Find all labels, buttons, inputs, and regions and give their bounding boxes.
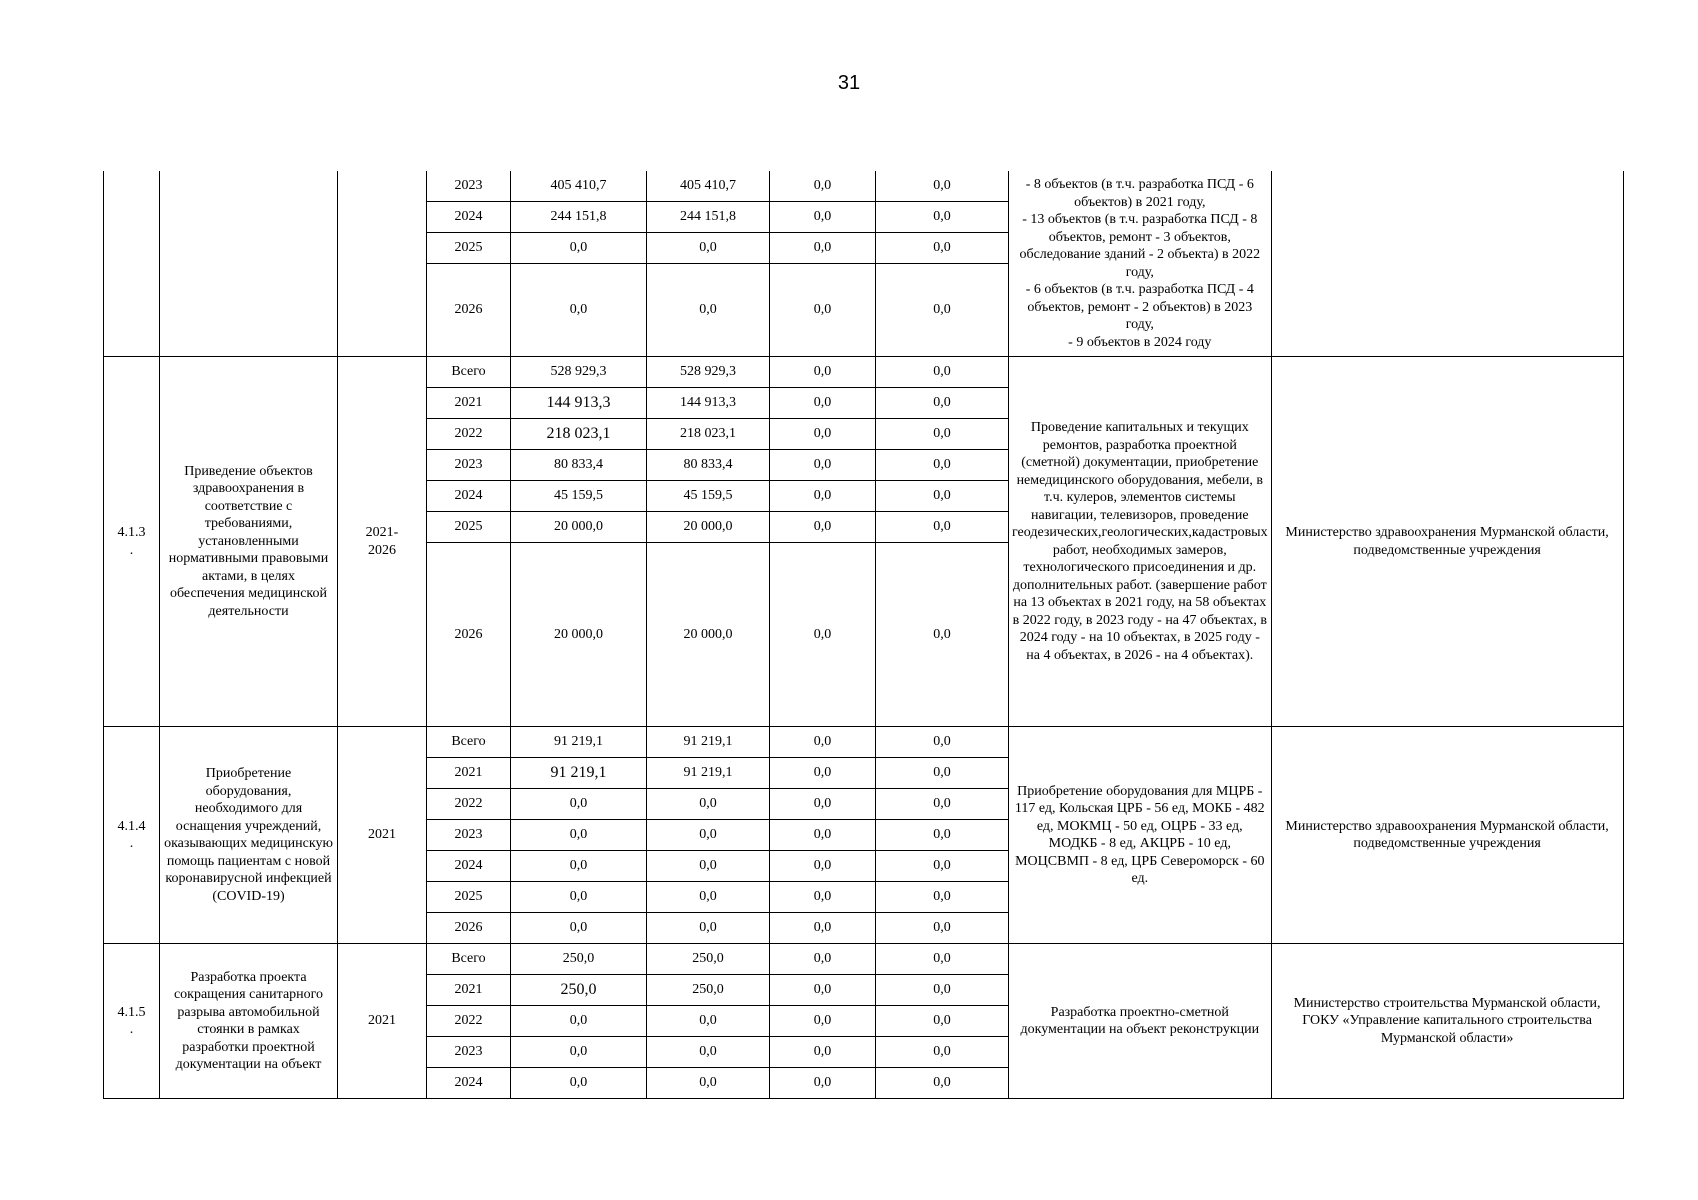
executor-cell: Министерство здравоохранения Мурманской области, подведомственные учреждения (1271, 357, 1623, 727)
year-cell: 2024 (427, 202, 511, 233)
year-cell: 2026 (427, 543, 511, 727)
other-cell: 0,0 (876, 1068, 1009, 1099)
item-period: 2021- 2026 (338, 357, 427, 727)
total-cell: 91 219,1 (511, 727, 647, 758)
total-cell: 0,0 (511, 820, 647, 851)
federal-cell: 0,0 (770, 944, 876, 975)
item-number: 4.1.4 . (104, 727, 160, 944)
executor-cell (1271, 171, 1623, 357)
total-cell: 528 929,3 (511, 357, 647, 388)
regional-cell: 0,0 (647, 882, 770, 913)
year-cell: Всего (427, 944, 511, 975)
regional-cell: 244 151,8 (647, 202, 770, 233)
federal-cell: 0,0 (770, 975, 876, 1006)
program-table (103, 171, 1624, 1099)
item-number: 4.1.5 . (104, 944, 160, 1099)
other-cell: 0,0 (876, 975, 1009, 1006)
year-cell: 2022 (427, 1006, 511, 1037)
table-row (104, 357, 1624, 388)
other-cell: 0,0 (876, 913, 1009, 944)
federal-cell: 0,0 (770, 758, 876, 789)
table-row (104, 727, 1624, 758)
year-cell: 2025 (427, 512, 511, 543)
page-number: 31 (837, 72, 861, 94)
item-name: Разработка проекта сокращения санитарного разрыва автомобильной стоянки в рамках разработки проектной документации на объект (160, 944, 338, 1099)
total-cell: 20 000,0 (511, 512, 647, 543)
year-cell: 2025 (427, 882, 511, 913)
federal-cell: 0,0 (770, 1068, 876, 1099)
total-cell: 405 410,7 (511, 171, 647, 202)
federal-cell: 0,0 (770, 543, 876, 727)
total-cell: 0,0 (511, 789, 647, 820)
year-cell: 2023 (427, 1037, 511, 1068)
regional-cell: 0,0 (647, 789, 770, 820)
regional-cell: 218 023,1 (647, 419, 770, 450)
result-cell: Приобретение оборудования для МЦРБ - 117 ед, Кольская ЦРБ - 56 ед, МОКБ - 482 ед, МОКМЦ - 50 ед, ОЦРБ - 33 ед, МОДКБ - 8 ед, АКЦРБ - 10 ед, МОЦСВМП - 8 ед, ЦРБ Североморск - 60 ед. (1009, 727, 1272, 944)
table-row (104, 171, 1624, 202)
federal-cell: 0,0 (770, 357, 876, 388)
other-cell: 0,0 (876, 419, 1009, 450)
federal-cell: 0,0 (770, 171, 876, 202)
result-cell: Проведение капитальных и текущих ремонтов, разработка проектной (сметной) документации, приобретение немедицинского оборудования, мебели, в т.ч. кулеров, элементов системы навигации, телевизоров, проведение геодезических,геологических,кадастровых работ, необходимых замеров, технологического присоединения и др. дополнительных работ. (завершение работ на 13 объектах в 2021 году, на 58 объектах в 2022 году, в 2023 году - на 47 объектах, в 2024 году - на 10 объектах, в 2025 году - на 4 объектах, в 2026 - на 4 объектах). (1009, 357, 1272, 727)
other-cell: 0,0 (876, 789, 1009, 820)
regional-cell: 250,0 (647, 944, 770, 975)
federal-cell: 0,0 (770, 481, 876, 512)
other-cell: 0,0 (876, 450, 1009, 481)
other-cell: 0,0 (876, 233, 1009, 264)
total-cell: 144 913,3 (511, 388, 647, 419)
year-cell: 2026 (427, 264, 511, 357)
item-number: 4.1.3 . (104, 357, 160, 727)
other-cell: 0,0 (876, 944, 1009, 975)
other-cell: 0,0 (876, 1037, 1009, 1068)
federal-cell: 0,0 (770, 789, 876, 820)
regional-cell: 91 219,1 (647, 727, 770, 758)
year-cell: 2021 (427, 975, 511, 1006)
year-cell: 2023 (427, 450, 511, 481)
regional-cell: 0,0 (647, 913, 770, 944)
other-cell: 0,0 (876, 264, 1009, 357)
other-cell: 0,0 (876, 481, 1009, 512)
other-cell: 0,0 (876, 820, 1009, 851)
result-cell: - 8 объектов (в т.ч. разработка ПСД - 6 объектов) в 2021 году, - 13 объектов (в т.ч. разработка ПСД - 8 объектов, ремонт - 3 объектов, обследование зданий - 2 объекта) в 2022 году, - 6 объектов (в т.ч. разработка ПСД - 4 объектов, ремонт - 2 объектов) в 2023 году, - 9 объектов в 2024 году (1009, 171, 1272, 357)
regional-cell: 45 159,5 (647, 481, 770, 512)
federal-cell: 0,0 (770, 913, 876, 944)
federal-cell: 0,0 (770, 264, 876, 357)
federal-cell: 0,0 (770, 1006, 876, 1037)
regional-cell: 250,0 (647, 975, 770, 1006)
year-cell: 2023 (427, 820, 511, 851)
year-cell: 2021 (427, 758, 511, 789)
year-cell: 2024 (427, 851, 511, 882)
other-cell: 0,0 (876, 357, 1009, 388)
table-row (104, 944, 1624, 975)
other-cell: 0,0 (876, 543, 1009, 727)
federal-cell: 0,0 (770, 727, 876, 758)
year-cell: 2026 (427, 913, 511, 944)
federal-cell: 0,0 (770, 450, 876, 481)
regional-cell: 20 000,0 (647, 543, 770, 727)
regional-cell: 0,0 (647, 264, 770, 357)
other-cell: 0,0 (876, 388, 1009, 419)
period-cell (338, 171, 427, 357)
regional-cell: 0,0 (647, 1068, 770, 1099)
year-cell: 2025 (427, 233, 511, 264)
item-name: Приведение объектов здравоохранения в соответствие с требованиями, установленными нормативными правовыми актами, в целях обеспечения медицинской деятельности (160, 357, 338, 727)
executor-cell: Министерство строительства Мурманской области, ГОКУ «Управление капитального строительства Мурманской области» (1271, 944, 1623, 1099)
regional-cell: 528 929,3 (647, 357, 770, 388)
total-cell: 250,0 (511, 944, 647, 975)
regional-cell: 144 913,3 (647, 388, 770, 419)
federal-cell: 0,0 (770, 851, 876, 882)
name-cell (160, 171, 338, 357)
total-cell: 250,0 (511, 975, 647, 1006)
federal-cell: 0,0 (770, 388, 876, 419)
other-cell: 0,0 (876, 882, 1009, 913)
total-cell: 91 219,1 (511, 758, 647, 789)
year-cell: Всего (427, 727, 511, 758)
regional-cell: 91 219,1 (647, 758, 770, 789)
regional-cell: 405 410,7 (647, 171, 770, 202)
federal-cell: 0,0 (770, 882, 876, 913)
total-cell: 0,0 (511, 913, 647, 944)
other-cell: 0,0 (876, 727, 1009, 758)
regional-cell: 0,0 (647, 233, 770, 264)
item-period: 2021 (338, 727, 427, 944)
federal-cell: 0,0 (770, 419, 876, 450)
total-cell: 45 159,5 (511, 481, 647, 512)
total-cell: 0,0 (511, 851, 647, 882)
total-cell: 218 023,1 (511, 419, 647, 450)
total-cell: 0,0 (511, 882, 647, 913)
federal-cell: 0,0 (770, 820, 876, 851)
year-cell: 2022 (427, 419, 511, 450)
total-cell: 0,0 (511, 1068, 647, 1099)
total-cell: 80 833,4 (511, 450, 647, 481)
regional-cell: 0,0 (647, 1037, 770, 1068)
total-cell: 0,0 (511, 1037, 647, 1068)
other-cell: 0,0 (876, 202, 1009, 233)
year-cell: 2021 (427, 388, 511, 419)
other-cell: 0,0 (876, 851, 1009, 882)
year-cell: 2022 (427, 789, 511, 820)
other-cell: 0,0 (876, 758, 1009, 789)
item-period: 2021 (338, 944, 427, 1099)
other-cell: 0,0 (876, 1006, 1009, 1037)
regional-cell: 80 833,4 (647, 450, 770, 481)
total-cell: 0,0 (511, 233, 647, 264)
year-cell: 2023 (427, 171, 511, 202)
regional-cell: 0,0 (647, 1006, 770, 1037)
regional-cell: 20 000,0 (647, 512, 770, 543)
federal-cell: 0,0 (770, 512, 876, 543)
regional-cell: 0,0 (647, 851, 770, 882)
num-cell (104, 171, 160, 357)
item-name: Приобретение оборудования, необходимого для оснащения учреждений, оказывающих медицинскую помощь пациентам с новой коронавирусной инфекцией (COVID-19) (160, 727, 338, 944)
regional-cell: 0,0 (647, 820, 770, 851)
federal-cell: 0,0 (770, 233, 876, 264)
federal-cell: 0,0 (770, 202, 876, 233)
year-cell: 2024 (427, 1068, 511, 1099)
other-cell: 0,0 (876, 171, 1009, 202)
total-cell: 0,0 (511, 264, 647, 357)
other-cell: 0,0 (876, 512, 1009, 543)
total-cell: 20 000,0 (511, 543, 647, 727)
executor-cell: Министерство здравоохранения Мурманской области, подведомственные учреждения (1271, 727, 1623, 944)
year-cell: Всего (427, 357, 511, 388)
total-cell: 0,0 (511, 1006, 647, 1037)
federal-cell: 0,0 (770, 1037, 876, 1068)
year-cell: 2024 (427, 481, 511, 512)
total-cell: 244 151,8 (511, 202, 647, 233)
result-cell: Разработка проектно-сметной документации на объект реконструкции (1009, 944, 1272, 1099)
